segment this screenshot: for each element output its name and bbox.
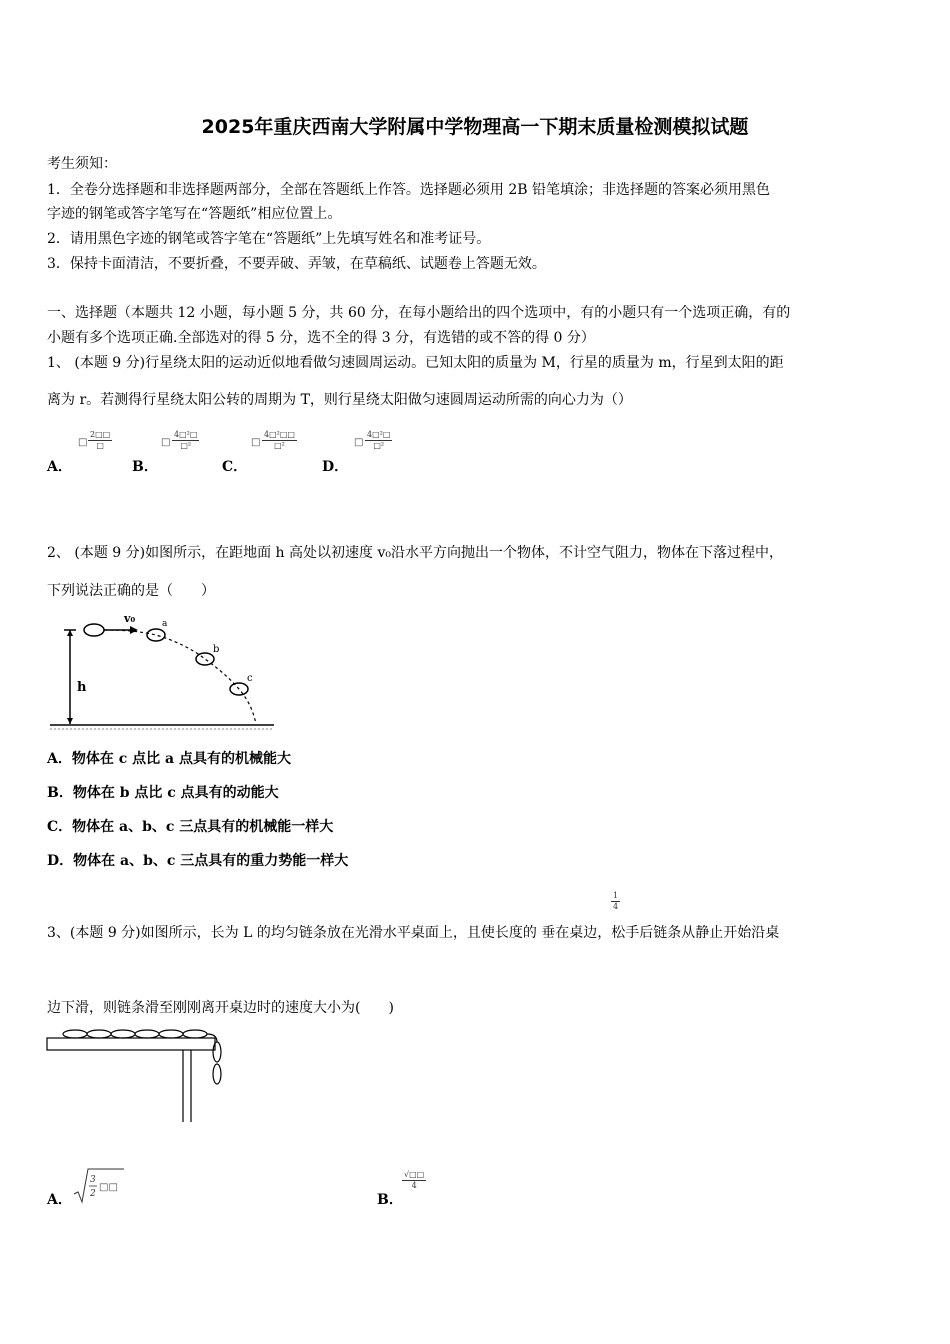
q3-option-b: B． [377, 1192, 403, 1208]
q1-formula-d [365, 430, 392, 451]
page-title: 2025年重庆西南大学附属中学物理高一下期末质量检测模拟试题 [201, 116, 749, 138]
section-line-2: 小题有多个选项正确.全部选对的得 5 分，选不全的得 3 分，有选错的或不答的得 0 分） [47, 330, 595, 346]
q1-formula-a-prefix: □ [78, 437, 88, 448]
q1-option-c: C． [222, 459, 248, 475]
notice-heading: 考生须知： [47, 156, 117, 172]
q3-formula-b [402, 1170, 426, 1191]
q1-formula-b [172, 430, 199, 451]
q1-formula-b-prefix: □ [161, 437, 171, 448]
q2-option-c: C．物体在 a、b、c 三点具有的机械能一样大 [47, 819, 334, 835]
q3-formula-b-num: √□□ [404, 1170, 425, 1179]
section-line-1: 一、选择题（本题共 12 小题，每小题 5 分，共 60 分，在每小题给出的四个选项中，有的小题只有一个选项正确，有的 [47, 305, 791, 321]
q2-option-b: B．物体在 b 点比 c 点具有的动能大 [47, 785, 279, 801]
q1-option-d: D． [322, 459, 349, 475]
q1-formula-a [88, 430, 112, 451]
q3-line-2: 边下滑，则链条滑至刚刚离开桌边时的速度大小为( ) [47, 1000, 394, 1016]
q1-formula-c-num: 4□²□□ [264, 430, 295, 439]
q1-formula-c [262, 430, 297, 451]
q2-line-2: 下列说法正确的是（ ） [47, 583, 215, 599]
q3-formula-a-den: 2 [90, 1189, 96, 1199]
q1-formula-b-den: □² [180, 441, 192, 450]
q1-option-b: B． [132, 459, 158, 475]
q3-formula-a-num: 3 [90, 1175, 96, 1185]
figure-label-c: c [247, 673, 253, 684]
figure-label-a: a [162, 619, 168, 629]
q1-option-a: A． [47, 459, 72, 475]
chain-table-figure [45, 1024, 231, 1126]
q3-inline-fraction [611, 891, 620, 912]
figure-label-v0: v₀ [124, 612, 136, 625]
projectile-figure [46, 608, 282, 734]
notice-line-2: 2．请用黑色字迹的钢笔或答字笔在“答题纸”上先填写姓名和准考证号。 [47, 231, 491, 247]
figure-label-h: h [77, 680, 87, 695]
q3-line-1: 3、(本题 9 分)如图所示，长为 L 的均匀链条放在光滑水平桌面上，且使长度的 垂在桌边，松手后链条从静止开始沿桌 [47, 925, 780, 941]
q3-fraction-den: 4 [613, 902, 619, 911]
q3-fraction-num: 1 [613, 891, 619, 900]
q1-formula-d-prefix: □ [354, 437, 364, 448]
q1-formula-a-num: 2□□ [90, 430, 111, 439]
notice-line-1a: 1．全卷分选择题和非选择题两部分，全部在答题纸上作答。选择题必须用 2B 铅笔填涂；非选择题的答案必须用黑色 [47, 182, 770, 198]
q3-formula-a-rest: □□ [99, 1182, 118, 1193]
q3-formula-a-sqrt [72, 1166, 126, 1206]
q1-formula-d-num: 4□²□ [367, 430, 391, 439]
figure-label-b: b [213, 644, 220, 655]
q1-formula-b-num: 4□²□ [174, 430, 198, 439]
q1-line-2: 离为 r。若测得行星绕太阳公转的周期为 T，则行星绕太阳做匀速圆周运动所需的向心力为（） [47, 392, 632, 408]
notice-line-1b: 字迹的钢笔或答字笔写在“答题纸”相应位置上。 [47, 206, 342, 222]
q2-option-a: A．物体在 c 点比 a 点具有的机械能大 [47, 751, 291, 767]
q3-option-a: A． [47, 1192, 72, 1208]
q1-formula-c-den: □² [274, 441, 285, 450]
notice-line-3: 3．保持卡面清洁，不要折叠，不要弄破、弄皱，在草稿纸、试题卷上答题无效。 [47, 256, 546, 272]
q1-line-1: 1、 (本题 9 分)行星绕太阳的运动近似地看做匀速圆周运动。已知太阳的质量为 M，行星的质量为 m，行星到太阳的距 [47, 355, 784, 371]
q1-formula-d-den: □² [373, 441, 385, 450]
q2-option-d: D．物体在 a、b、c 三点具有的重力势能一样大 [47, 853, 349, 869]
q1-formula-a-den: □ [96, 441, 104, 450]
q3-formula-b-den: 4 [411, 1181, 417, 1190]
q2-line-1: 2、 (本题 9 分)如图所示，在距地面 h 高处以初速度 v₀沿水平方向抛出一个物体，不计空气阻力，物体在下落过程中， [47, 545, 783, 561]
q1-formula-c-prefix: □ [251, 437, 261, 448]
